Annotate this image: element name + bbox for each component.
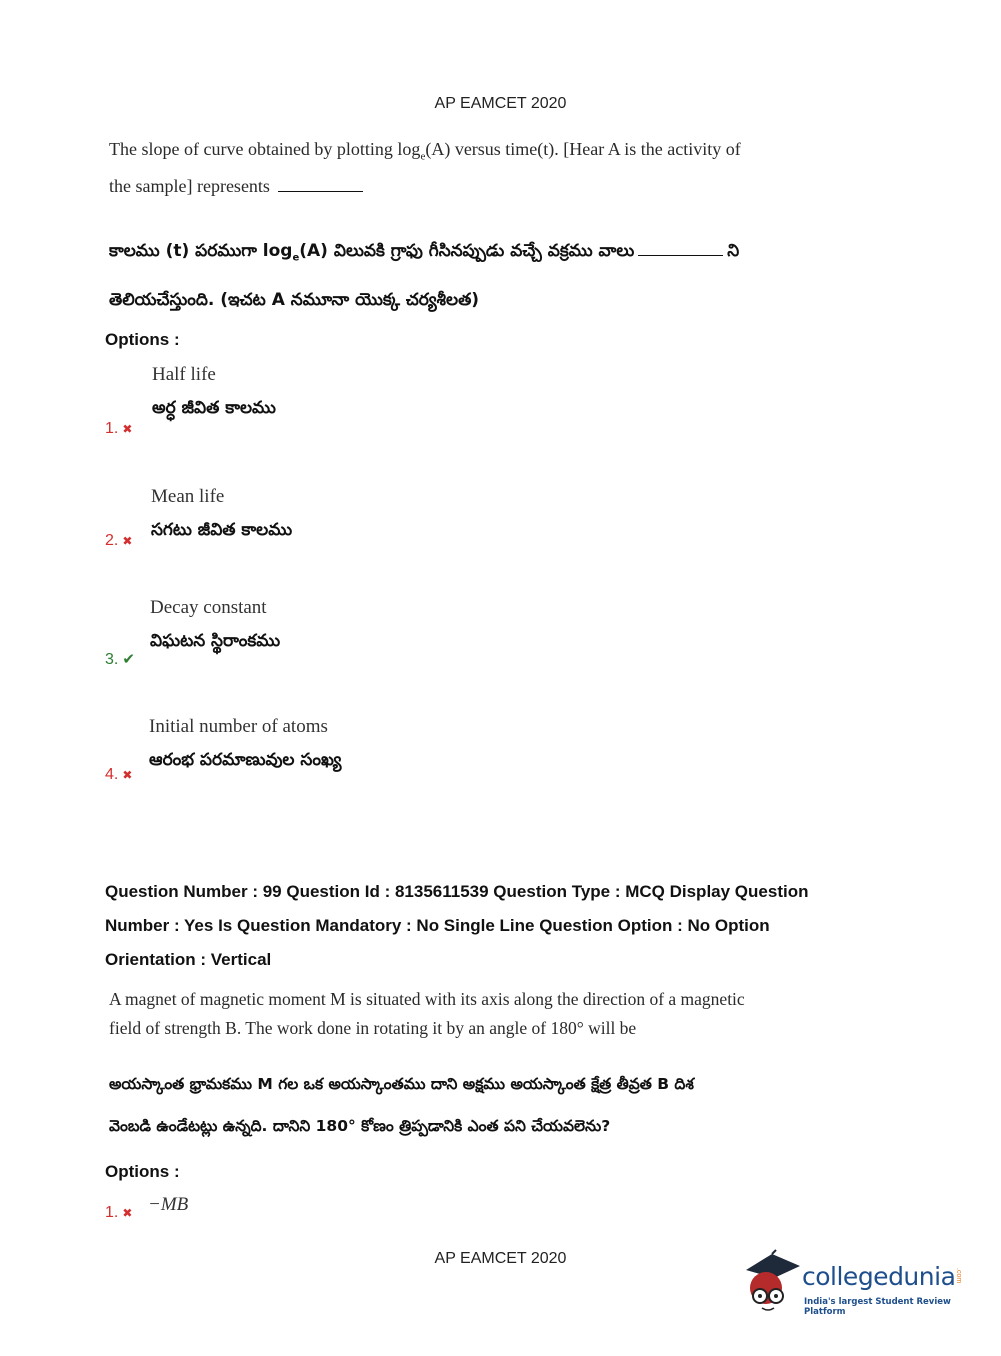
question-telugu-line1: కాలము (t) పరముగా log [109, 241, 293, 261]
option-2-telugu: సగటు జీవిత కాలము [151, 520, 293, 540]
cross-icon: ✖ [122, 534, 133, 548]
question-english-line1-rest: (A) versus time(t). [Hear A is the activity of [425, 139, 741, 159]
question-telugu-line1-rest: (A) విలువకి గ్రాఫు గీసినప్పుడు వచ్చే వక్రము వాలు [299, 241, 635, 261]
question2-english-line2: field of strength B. The work done in rotating it by an angle of 180° will be [109, 1018, 637, 1038]
question2-telugu [109, 1063, 749, 1147]
options-label-q2: Options : [105, 1162, 180, 1181]
question-english-line1: The slope of curve obtained by plotting log [109, 139, 421, 159]
question2-telugu-line1: అయస్కాంత భ్రామకము M గల ఒక అయస్కాంతము దాని అక్షము అయస్కాంత క్షేత్ర తీవ్రత B దిశ [109, 1075, 694, 1093]
answer-blank-telugu [638, 254, 723, 256]
question-english-line2: the sample] represents [109, 175, 270, 196]
check-icon: ✔ [122, 651, 135, 668]
option-3-number: 3. [105, 651, 119, 668]
page-header: AP EAMCET 2020 [434, 95, 567, 112]
collegedunia-logo[interactable] [742, 1248, 972, 1320]
brand-domain: .com [955, 1268, 962, 1284]
q2-option-1-number: 1. [105, 1204, 119, 1221]
answer-blank [278, 190, 363, 192]
cross-icon: ✖ [122, 1206, 133, 1220]
option-4[interactable] [105, 766, 132, 784]
option-3-english: Decay constant [150, 597, 267, 618]
brand-name: collegedunia [802, 1262, 956, 1291]
page-footer: AP EAMCET 2020 [434, 1250, 567, 1267]
option-1-english: Half life [152, 364, 216, 385]
option-1[interactable] [105, 420, 132, 438]
q2-option-1-value: −MB [148, 1194, 189, 1215]
question-meta-line2: Number : Yes Is Question Mandatory : No Single Line Question Option : No Option [105, 916, 770, 935]
option-2[interactable] [105, 532, 132, 550]
question2-english-line1: A magnet of magnetic moment M is situated with its axis along the direction of a magnetic [109, 989, 745, 1009]
option-4-telugu: ఆరంభ పరమాణువుల సంఖ్య [149, 750, 342, 770]
option-1-number: 1. [105, 420, 119, 437]
option-3[interactable] [105, 650, 135, 669]
question-telugu-line2: తెలియచేస్తుంది. (ఇచట A నమూనా యొక్క చర్యశీలత) [109, 290, 480, 311]
cross-icon: ✖ [122, 768, 133, 782]
question-english [109, 135, 749, 201]
question2-english [109, 985, 749, 1043]
question2-telugu-line2: వెంబడి ఉండేటట్లు ఉన్నది. దానిని 180° కోణం త్రిప్పడానికి ఎంత పని చేయవలెను? [109, 1117, 611, 1135]
option-4-number: 4. [105, 766, 119, 783]
options-label: Options : [105, 330, 180, 349]
option-4-english: Initial number of atoms [149, 716, 328, 737]
option-2-number: 2. [105, 532, 119, 549]
question-meta-line3: Orientation : Vertical [105, 950, 272, 969]
log-subscript: e [420, 150, 426, 163]
q2-option-1[interactable] [105, 1204, 132, 1222]
option-2-english: Mean life [151, 486, 225, 507]
brand-tagline: India's largest Student Review Platform [804, 1297, 951, 1317]
option-3-telugu: విఘటన స్థిరాంకము [150, 631, 281, 651]
option-1-telugu: అర్ధ జీవిత కాలము [152, 398, 276, 418]
question-meta-line1: Question Number : 99 Question Id : 8135611539 Question Type : MCQ Display Question [105, 882, 809, 901]
mascot-icon [742, 1248, 802, 1320]
question-telugu [109, 230, 749, 321]
question-telugu-line1-end: ని [727, 241, 740, 261]
question-meta [105, 875, 885, 977]
log-subscript-telugu: e [292, 252, 300, 264]
cross-icon: ✖ [122, 422, 133, 436]
